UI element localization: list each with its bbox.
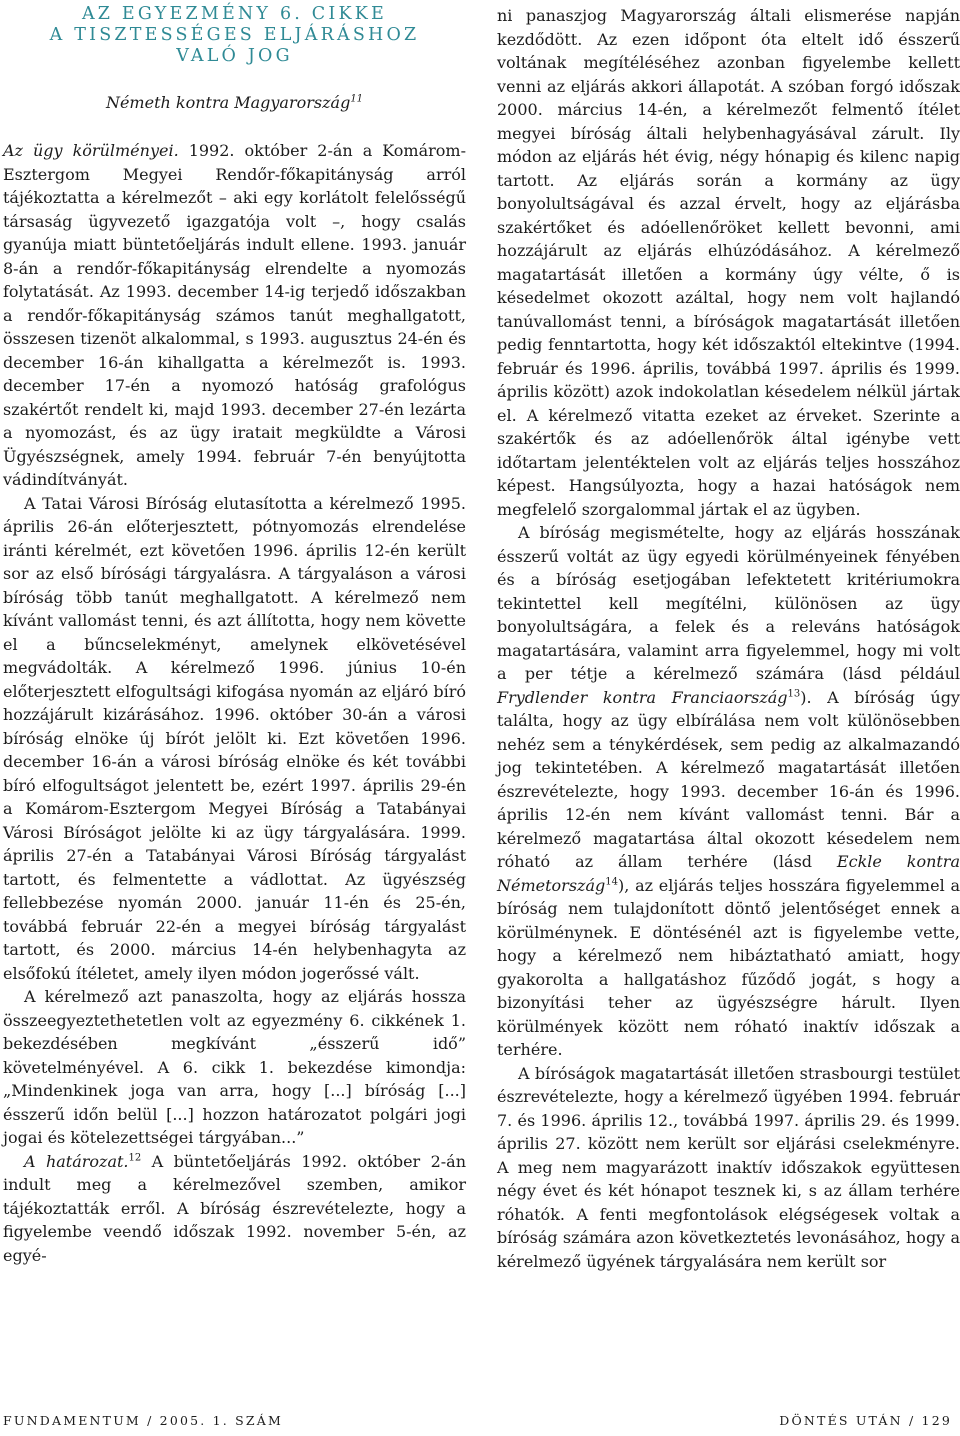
footer-section-page: DÖNTÉS UTÁN / 129 xyxy=(779,1413,952,1428)
footer-journal: FUNDAMENTUM / 2005. 1. SZÁM xyxy=(3,1413,284,1428)
paragraph: A kérelmező azt panaszolta, hogy az eljárás hossza összeegyeztethetetlen volt az egyezmény 6. cikkének 1. bekezdésében megkívánt „ésszerű idő” követelményével. A 6. cikk 1. bekezdése kimondja: „Mindenkinek joga van arra, hogy [...] bíróság [...] ésszerű időn belül [...] hozzon határozatot polgári jogi jogai és kötelezettségei tárgyában...” xyxy=(3,987,466,1147)
left-column xyxy=(3,0,466,1267)
footnote-ref: 11 xyxy=(350,93,364,105)
footnote-ref: 13 xyxy=(787,688,801,700)
paragraph-text: A bíróság megismételte, hogy az eljárás hosszának ésszerű voltát az ügy egyedi körülményeinek fényében és a bíróság esetjogában lefektetett kritériumokra tekintettel kell megítélni, különösen az ügy bonyolultságára, a felek és a releváns hatóságok magatartására, valamint arra figyelemmel, hogy mi volt a per tétje a kérelmező számára (lásd például xyxy=(497,523,960,683)
paragraph-text: ). A bíróság úgy találta, hogy az ügy elbírálása nem volt különösebben nehéz sem a ténykérdések, sem pedig az alkalmazandó jog tekintetében. A kérelmező magatartását illetően észrevételezte, hogy 1993. december 16-án és 1996. április 12-én nem kívánt vallomást tenni. Bár a kérelmező magatartása által okozott késedelem nem róható az állam terhére (lásd xyxy=(497,687,960,871)
article-heading xyxy=(3,4,466,67)
paragraph-lead: A határozat. xyxy=(24,1151,129,1171)
paragraph: A bíróságok magatartását illetően strasbourgi testület észrevételezte, hogy a kérelmező ügyében 1994. február 7. és 1996. április 12., továbbá 1997. április 29. és 1999. április 27. között nem került sor eljárási cselekményre. A meg nem magyarázott inaktív időszakok együttesen négy évet és két hónapot tesznek ki, s az állam terhére róhatók. A fenti megfontolások elégségesek voltak a bíróság számára azon következtetés levonásához, hogy a kérelmező ügyének tárgyalására nem került sor xyxy=(497,1063,960,1271)
footnote-ref: 12 xyxy=(128,1152,142,1164)
case-title xyxy=(3,93,466,113)
heading-line: VALÓ JOG xyxy=(176,46,293,66)
paragraph: ni panaszjog Magyarország általi elismerése napján kezdődött. Az ezen időpont óta eltelt idő ésszerű voltának megítéléséhez azonban figyelembe kellett venni az eljárás akkori állapotát. A szóban forgó időszak 2000. március 14-én, a kérelmezőt felmentő ítélet megyei bíróság általi helybenhagyásával zárult. Ily módon az eljárás hét évig, négy hónapig és kilenc napig tartott. Az eljárás során a kormány az ügy bonyolultságával és azzal érvelt, hogy az eljárásba szakértőket és adóellenőröket kellett bevonni, ami hozzájárult az eljárás elhúzódásához. A kérelmező magatartását illetően a kormány úgy vélte, ő is késedelmet okozott azáltal, hogy nem volt hajlandó tanúvallomást tenni, a bíróságok magatartását illetően pedig fenntartotta, hogy két időszaktól eltekintve (1994. február és 1996. április, továbbá 1997. április és 1999. április között) azok indokolatlan késedelem nélkül jártak el. A kérelmező vitatta ezeket az érveket. Szerinte a szakértők és az adóellenőrök által igénybe vett időtartam jelentéktelen volt az eljárás teljes hosszához képest. Hangsúlyozta, hogy a hazai hatóságok nem megfelelő szorgalommal jártak el az ügyben. xyxy=(497,6,960,519)
paragraph-text: A büntetőeljárás 1992. október 2-án indult meg a kérelmezővel szemben, amikor tájékoztatták erről. A bíróság észrevételezte, hogy a figyelembe veendő időszak 1992. november 5-én, az egyé- xyxy=(3,1151,466,1265)
case-citation: Eckle kontra Németország xyxy=(497,852,960,895)
heading-line: A TISZTESSÉGES ELJÁRÁSHOZ xyxy=(49,25,420,45)
paragraph xyxy=(3,139,466,492)
footnote-ref: 14 xyxy=(605,876,618,888)
right-column xyxy=(497,0,960,1273)
paragraph-text: ), az eljárás teljes hosszára figyelemmel a bíróság nem tulajdonított döntő jelentőséget ennek a körülménynek. E döntésénél azt is figyelembe vette, hogy a kérelmező nem hibáztatható amiatt, hogy gyakorolta a hallgatáshoz fűződő jogát, s hogy a bizonyítási teher az ügyészségre hárult. Ilyen körülmények között nem róható inaktív időszak a terhére. xyxy=(497,875,960,1059)
paragraph-lead: Az ügy körülményei. xyxy=(3,141,179,160)
paragraph-text: 1992. október 2-án a Komárom-Esztergom Megyei Rendőr-főkapitányság arról tájékoztatta a kérelmezőt – aki egy korlátolt felelősségű társaság ügyvezető igazgatója volt –, hogy csalás gyanúja miatt büntetőeljárás indult ellene. 1993. január 8-án a rendőr-főkapitányság elrendelte a nyomozás folytatását. Az 1993. december 14-ig terjedő időszakban a rendőr-főkapitányság számos tanút meghallgatott, összesen tizenöt alkalommal, s 1993. augusztus 24-én és december 16-án kihallgatta a kérelmezőt is. 1993. december 17-én a nyomozó hatóság grafológus szakértőt rendelt ki, majd 1993. december 27-én lezárta a nyomozást, és az ügy iratait megküldte a Városi Ügyészségnek, amely 1994. február 7-én benyújtotta vádindítványát. xyxy=(3,141,467,489)
heading-line: AZ EGYEZMÉNY 6. CIKKE xyxy=(81,4,388,24)
case-title-text: Németh kontra Magyarország xyxy=(105,93,351,112)
case-citation: Frydlender kontra Franciaország xyxy=(497,687,788,707)
paragraph: A Tatai Városi Bíróság elutasította a kérelmező 1995. április 26-án előterjesztett, pótnyomozás elrendelése iránti kérelmét, ezt követően 1996. április 12-én került sor az első bírósági tárgyalásra. A tárgyaláson a városi bíróság több tanút meghallgatott. A kérelmező nem kívánt vallomást tenni, és azt állította, hogy nem követte el a bűncselekményt, amelynek elkövetésével megvádolták. A kérelmező 1996. június 10-én előterjesztett elfogultsági kifogása nyomán az eljáró bíró hozzájárult kizárásához. 1996. október 30-án a városi bíróság elnöke új bírót jelölt ki. Ezt követően 1996. december 16-án a városi bíróság elnöke és két további bíró elfogultságot jelentett be, ezért 1997. április 29-én a Komárom-Esztergom Megyei Bíróság a Tatabányai Városi Bíróságot jelölte ki az ügy tárgyalására. 1999. április 27-én a Tatabányai Városi Bíróság tárgyalást tartott, és felmentette a vádlottat. Az ügyészség fellebbezése nyomán 2000. január 11-én és 25-én, továbbá február 22-én a megyei bíróság tárgyalást tartott, és 2000. március 14-én helybenhagyta az elsőfokú ítéletet, amely ilyen módon jogerőssé vált. xyxy=(3,493,466,983)
paragraph xyxy=(3,1150,466,1268)
paragraph xyxy=(497,521,960,1062)
